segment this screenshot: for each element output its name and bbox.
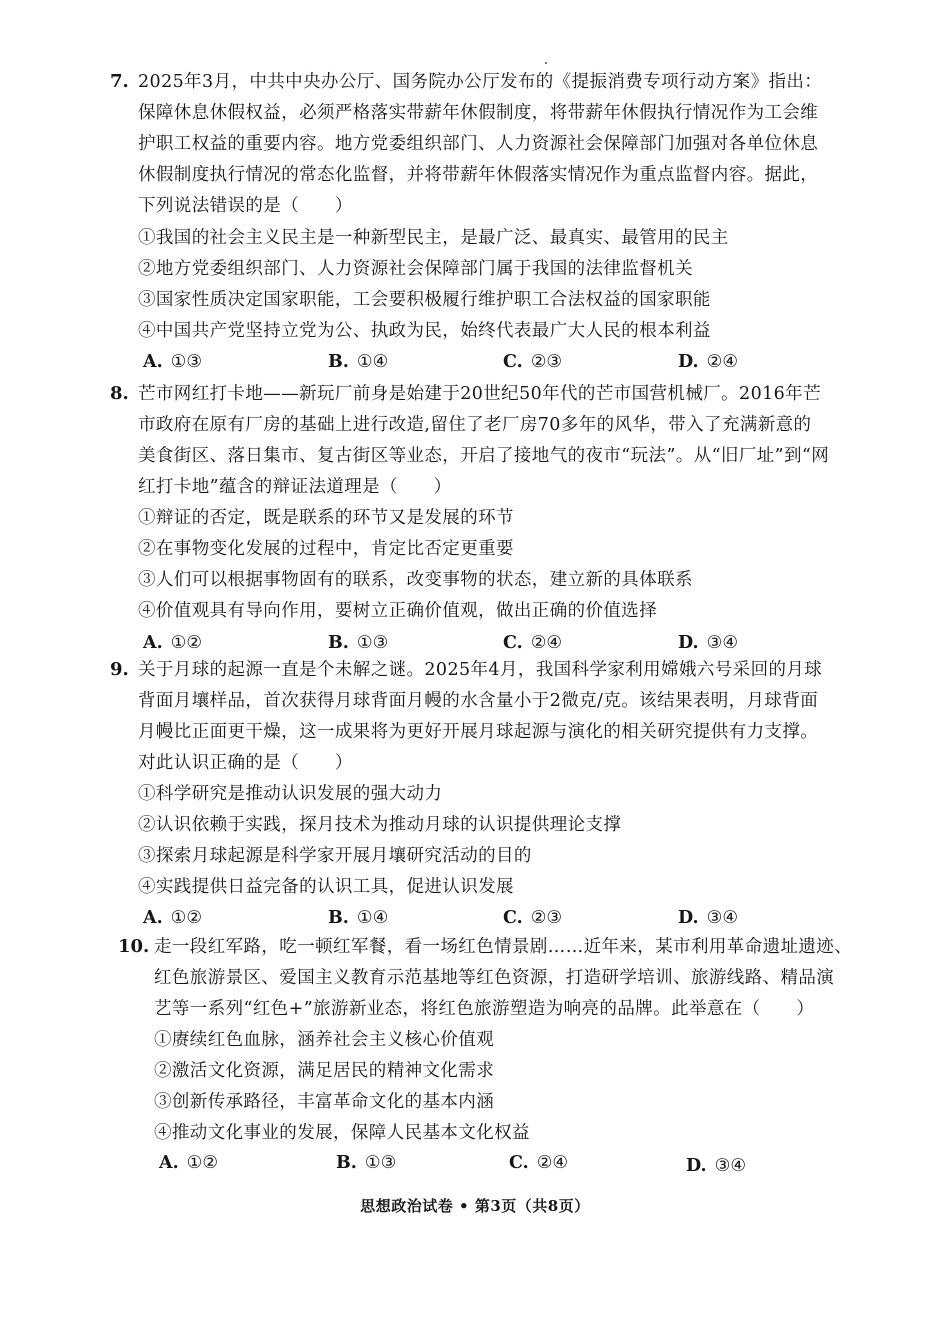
question-stem-line: 走一段红军路，吃一顿红军餐，看一场红色情景剧……近年来，某市利用革命遗址遗迹、 bbox=[154, 937, 853, 957]
option-d[interactable]: D. ②④ bbox=[678, 352, 739, 372]
option-a[interactable]: A. ①③ bbox=[143, 352, 203, 372]
statement-3: ③探索月球起源是科学家开展月壤研究活动的目的 bbox=[138, 846, 532, 866]
statement-3: ③创新传承路径，丰富革命文化的基本内涵 bbox=[154, 1092, 495, 1112]
option-b[interactable]: B. ①③ bbox=[328, 633, 389, 653]
question-stem-line: 关于月球的起源一直是个未解之谜。2025年4月，我国科学家利用嫦娥六号采回的月球 bbox=[138, 660, 823, 680]
option-c[interactable]: C. ②③ bbox=[503, 908, 563, 928]
question-stem-line: 护职工权益的重要内容。地方党委组织部门、人力资源社会保障部门加强对各单位休息 bbox=[138, 134, 819, 154]
option-b[interactable]: B. ①④ bbox=[328, 352, 389, 372]
question-stem-line: 艺等一系列“红色+”旅游新业态，将红色旅游塑造为响亮的品牌。此举意在（ ） bbox=[154, 999, 815, 1019]
statement-2: ②激活文化资源，满足居民的精神文化需求 bbox=[154, 1061, 495, 1081]
scan-speck bbox=[545, 62, 547, 64]
option-c[interactable]: C. ②④ bbox=[503, 633, 563, 653]
option-a[interactable]: A. ①② bbox=[143, 633, 203, 653]
option-d[interactable]: D. ③④ bbox=[686, 1156, 747, 1176]
question-7 bbox=[110, 70, 890, 380]
statement-1: ①科学研究是推动认识发展的强大动力 bbox=[138, 784, 443, 804]
statement-4: ④实践提供日益完备的认识工具，促进认识发展 bbox=[138, 877, 514, 897]
statement-1: ①辩证的否定，既是联系的环节又是发展的环节 bbox=[138, 508, 514, 528]
statement-2: ②认识依赖于实践，探月技术为推动月球的认识提供理论支撑 bbox=[138, 815, 622, 835]
question-stem-line: 对此认识正确的是（ ） bbox=[138, 753, 353, 773]
statement-4: ④价值观具有导向作用，要树立正确价值观，做出正确的价值选择 bbox=[138, 601, 658, 621]
question-8 bbox=[110, 382, 890, 662]
question-number: 7. bbox=[110, 71, 129, 92]
answer-options bbox=[138, 631, 838, 657]
statement-4: ④中国共产党坚持立党为公、执政为民，始终代表最广大人民的根本利益 bbox=[138, 321, 711, 341]
option-a[interactable]: A. ①② bbox=[143, 908, 203, 928]
question-number: 10. bbox=[118, 936, 150, 957]
question-stem-line: 美食街区、落日集市、复古街区等业态，开启了接地气的夜市“玩法”。从“旧厂址”到“网 bbox=[138, 446, 830, 466]
answer-options bbox=[138, 906, 838, 932]
question-stem-line: 2025年3月，中共中央办公厅、国务院办公厅发布的《提振消费专项行动方案》指出： bbox=[138, 72, 823, 92]
option-c[interactable]: C. ②③ bbox=[503, 352, 563, 372]
option-b[interactable]: B. ①④ bbox=[328, 908, 389, 928]
option-d[interactable]: D. ③④ bbox=[678, 633, 739, 653]
statement-3: ③国家性质决定国家职能，工会要积极履行维护职工合法权益的国家职能 bbox=[138, 290, 711, 310]
question-9 bbox=[110, 658, 890, 938]
question-stem-line: 月幔比正面更干燥，这一成果将为更好开展月球起源与演化的相关研究提供有力支撑。 bbox=[138, 722, 819, 742]
question-stem-line: 红色旅游景区、爱国主义教育示范基地等红色资源，打造研学培训、旅游线路、精品演 bbox=[154, 968, 835, 988]
question-stem-line: 市政府在原有厂房的基础上进行改造,留住了老厂房70多年的风华，带入了充满新意的 bbox=[138, 415, 812, 435]
answer-options bbox=[138, 350, 838, 376]
question-10 bbox=[118, 935, 898, 1185]
page-footer: 思想政治试卷 • 第3页（共8页） bbox=[360, 1197, 590, 1215]
question-stem-line: 红打卡地”蕴含的辩证法道理是（ ） bbox=[138, 477, 452, 497]
statement-1: ①赓续红色血脉，涵养社会主义核心价值观 bbox=[154, 1030, 495, 1050]
question-stem-line: 芒市网红打卡地——新玩厂前身是始建于20世纪50年代的芒市国营机械厂。2016年芒 bbox=[138, 384, 821, 404]
question-stem-line: 休假制度执行情况的常态化监督，并将带薪年休假落实情况作为重点监督内容。据此， bbox=[138, 165, 819, 185]
option-b[interactable]: B. ①③ bbox=[336, 1153, 397, 1173]
statement-2: ②地方党委组织部门、人力资源社会保障部门属于我国的法律监督机关 bbox=[138, 259, 693, 279]
question-number: 9. bbox=[110, 659, 129, 680]
question-stem-line: 背面月壤样品，首次获得月球背面月幔的水含量小于2微克/克。该结果表明，月球背面 bbox=[138, 691, 819, 711]
statement-1: ①我国的社会主义民主是一种新型民主，是最广泛、最真实、最管用的民主 bbox=[138, 228, 729, 248]
option-c[interactable]: C. ②④ bbox=[509, 1153, 569, 1173]
statement-2: ②在事物变化发展的过程中，肯定比否定更重要 bbox=[138, 539, 514, 559]
answer-options bbox=[154, 1151, 854, 1177]
option-d[interactable]: D. ③④ bbox=[678, 908, 739, 928]
question-stem-line: 保障休息休假权益，必须严格落实带薪年休假制度，将带薪年休假执行情况作为工会维 bbox=[138, 103, 819, 123]
statement-3: ③人们可以根据事物固有的联系，改变事物的状态，建立新的具体联系 bbox=[138, 570, 693, 590]
question-number: 8. bbox=[110, 383, 129, 404]
statement-4: ④推动文化事业的发展，保障人民基本文化权益 bbox=[154, 1123, 530, 1143]
question-stem-line: 下列说法错误的是（ ） bbox=[138, 196, 353, 216]
option-a[interactable]: A. ①② bbox=[159, 1153, 219, 1173]
